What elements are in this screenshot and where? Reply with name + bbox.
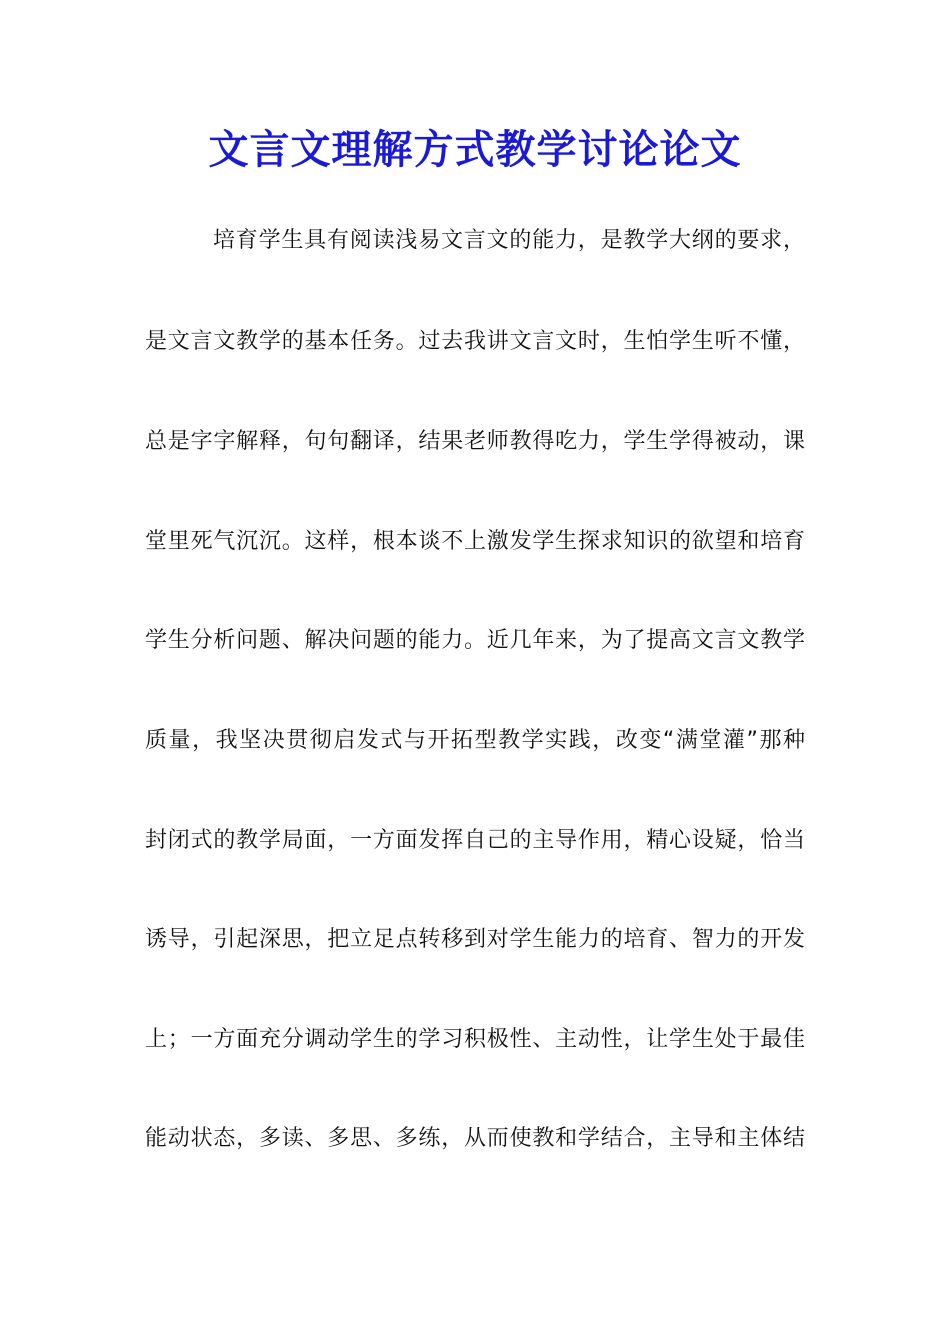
paragraph-line: 质量，我坚决贯彻启发式与开拓型教学实践，改变“满堂灌”那种 xyxy=(145,728,805,753)
paragraph-line: 学生分析问题、解决问题的能力。近几年来，为了提高文言文教学 xyxy=(145,628,805,653)
paragraph-line: 诱导，引起深思，把立足点转移到对学生能力的培育、智力的开发 xyxy=(145,927,805,952)
paragraph-line: 总是字字解释，句句翻译，结果老师教得吃力，学生学得被动，课 xyxy=(145,429,805,454)
paragraph-line: 是文言文教学的基本任务。过去我讲文言文时，生怕学生听不懂， xyxy=(145,329,805,354)
paragraph-line: 能动状态，多读、多思、多练，从而使教和学结合，主导和主体结 xyxy=(145,1126,805,1151)
paragraph-line: 封闭式的教学局面，一方面发挥自己的主导作用，精心设疑，恰当 xyxy=(145,828,805,853)
paragraph-line: 堂里死气沉沉。这样，根本谈不上激发学生探求知识的欲望和培育 xyxy=(145,529,805,554)
document-title: 文言文理解方式教学讨论论文 xyxy=(208,126,742,173)
paragraph-line: 上；一方面充分调动学生的学习积极性、主动性，让学生处于最佳 xyxy=(145,1027,805,1052)
paragraph-line: 培育学生具有阅读浅易文言文的能力，是教学大纲的要求， xyxy=(213,228,805,253)
